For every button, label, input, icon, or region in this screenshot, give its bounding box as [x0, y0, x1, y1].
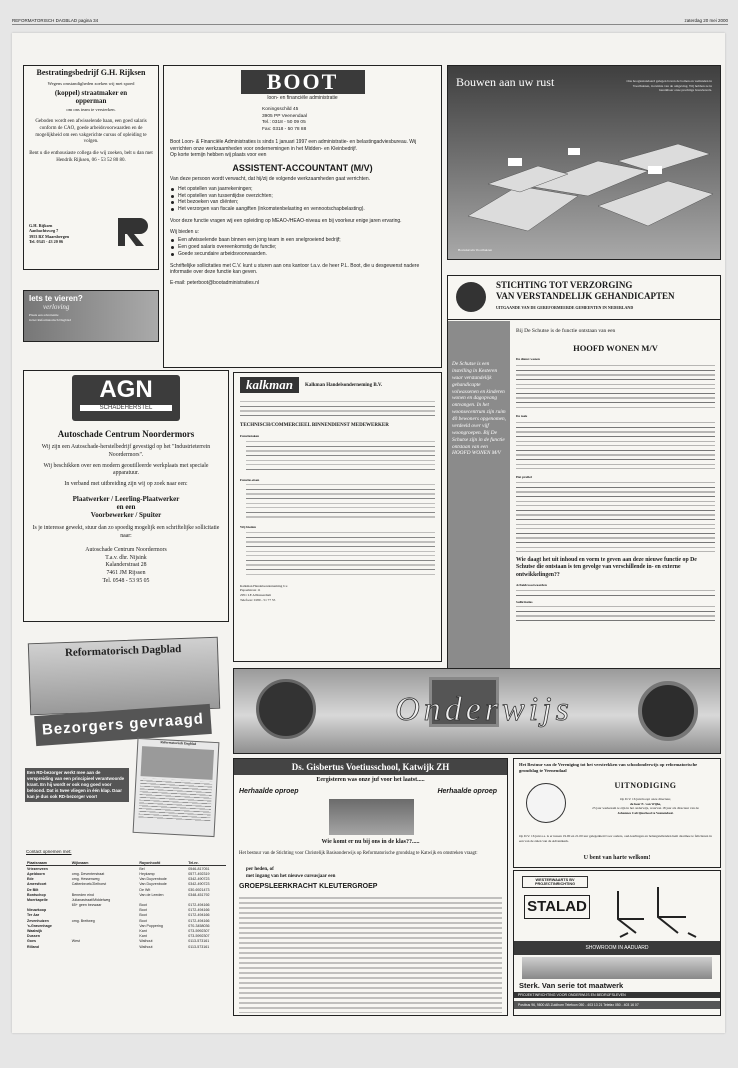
table-cell: omg. Hessenweg — [71, 877, 100, 882]
table-cell: 073-5992307 — [188, 934, 210, 939]
table-cell: Vriezenveen — [27, 866, 48, 871]
uitnodiging-details — [576, 797, 715, 815]
agn-job2: en een — [116, 503, 136, 512]
rd-text: Een RD-bezorger werkt mee aan de verspreiding van een principieel verantwoorde krant. En hij wordt er ook nog goed voor beloond. Dat is twee vliegen in één klap. Daar kan je dus ook RD-bezorger voor! — [25, 768, 129, 802]
rijksen-logo-icon — [112, 214, 152, 248]
task-item: Het verzorgen van fiscale aangiften (inkomstenbelasting en vennootschapbelasting). — [170, 206, 435, 213]
kalkman-sec2: Functie-eisen — [240, 477, 260, 482]
rijksen-title: Bestratingsbedrijf G.H. Rijksen — [36, 68, 146, 77]
onderwijs-disk-icon — [638, 681, 698, 741]
kalkman-job: TECHNISCH/COMMERCIEEL BINNENDIENST MEDEWERKER — [240, 423, 389, 428]
stalad-logo: STALAD — [524, 895, 590, 919]
addr-line: 3953 BZ Maarsbergen — [29, 233, 70, 239]
task-item: Het bezoeken van cliënten; — [170, 199, 435, 206]
table-cell: omg. Breitweg — [71, 918, 95, 923]
verloving-text: in het Reformatorisch Dagblad — [29, 317, 71, 322]
table-cell: 073-5992307 — [188, 929, 210, 934]
verloving-sub: verloving — [43, 303, 70, 311]
offer-item: Een goed salaris overeenkomstig de functie; — [170, 244, 435, 251]
contact-line: Papaalstraat 11 — [240, 588, 261, 593]
table-cell: Rilland — [27, 944, 39, 949]
onderwijs-title: Onderwijs — [395, 691, 573, 728]
table-cell: Zevenhuizen — [27, 918, 49, 923]
rust-text: Ons hoogtestandaard gelegen boven de bomen en weilanden in Voorthuizen, in ruimte van de omgeving. Wij hebben ze in bereikbaar onze prachtige bouwkavels. — [626, 79, 712, 93]
rust-plot-map — [448, 66, 721, 260]
rust-title: Bouwen aan uw rust — [456, 75, 555, 89]
table-cell: Boot — [139, 908, 147, 913]
kalkman-header — [240, 377, 435, 393]
boot-job-title: ASSISTENT-ACCOUNTANT (M/V) — [232, 163, 373, 174]
agn-logo — [72, 375, 180, 421]
stalad-slogan: Sterk. Van serie tot maatwerk — [519, 981, 624, 990]
addr-line: 3905 PP Veenendaal — [262, 113, 307, 119]
table-cell: 0342-490723 — [188, 877, 210, 882]
table-body — [26, 866, 226, 950]
table-cell — [71, 944, 139, 949]
table-cell: Boot — [139, 913, 147, 918]
column-header: Wijknaam — [71, 860, 139, 866]
table-cell: Van Duyvenbode — [139, 882, 167, 887]
schutse-body5 — [516, 604, 715, 622]
voetius-job: GROEPSLEERKRACHT KLEUTERGROEP — [239, 883, 378, 890]
schutse-sidebar — [448, 321, 510, 692]
task-item: Het opstellen van tussentijdse overzichten; — [170, 193, 435, 200]
rd-header-photo — [28, 637, 220, 716]
task-item: Het opstellen van jaarrekeningen; — [170, 186, 435, 193]
agn-title: Autoschade Centrum Noordermors — [57, 429, 195, 439]
uitnodiging-p3: Op D.V. 16 juni a.s. is er tussen 19.00 en 21.00 uur gelegenheid voor ouders, oud-leerlingen en belangstellenden hem daarmee te feliciteren in een van de zalen van de Adventkerk. — [519, 834, 712, 843]
ad-bouwen-rust — [447, 65, 721, 260]
column-header: Plaatsnaam — [26, 860, 71, 866]
stalad-showroom: SHOWROOM IN AADUARD — [514, 941, 720, 955]
rd-newspaper-masthead: Reformatorisch Dagblad — [160, 740, 197, 746]
schutse-main — [516, 328, 715, 622]
schutse-h5: Sollicitaties — [516, 599, 533, 604]
stalad-desk-photo — [522, 957, 712, 979]
voetius-oproep-left: Herhaalde oproep — [239, 788, 299, 795]
rust-caption: Bouwkavels Voorthuizen — [458, 248, 493, 253]
boot-lead: Van deze persoon wordt verwacht, dat hij/zij de volgende werkzaamheden gaat verrichten. — [170, 176, 371, 183]
ad-de-schutse — [447, 275, 721, 693]
boot-address — [262, 107, 435, 134]
agn-p2: Wij beschikken over een modern geoutilleerde werkplaats met speciale apparatuur. — [43, 462, 209, 477]
uitnodiging-head: Het Bestuur van de Vereniging tot het verstrekken van schoolonderwijs op reformatorische grondslag te Veenendaal — [519, 762, 698, 774]
agn-p4: Is je interesse gewekt, stuur dan zo spoedig mogelijk een schriftelijke sollicitatie naar: — [32, 525, 220, 539]
table-cell: Boot — [139, 918, 147, 923]
table-cell: Walhout — [139, 944, 153, 949]
page-header — [12, 18, 728, 25]
table-cell: 070-3458036 — [188, 923, 210, 928]
table-cell: 0342-490723 — [188, 882, 210, 887]
table-cell: Boot — [139, 903, 147, 908]
boot-intro2: Op korte termijn hebben wij plaats voor een — [170, 152, 267, 159]
onderwijs-banner — [233, 668, 721, 754]
column-header: Rayonhoofd — [138, 860, 187, 866]
schutse-body4 — [516, 588, 715, 598]
schutse-h4: Arbeidsvoorwaarden — [516, 582, 547, 587]
boot-apply: Schriftelijke sollicitaties met C.V. kunt u sturen aan ons kantoor t.a.v. de heer P.L. Boot, die u desgewenst nadere informatie over deze functie kan geven. — [170, 262, 420, 276]
rd-table — [26, 860, 226, 949]
ad-stalad — [513, 870, 721, 1016]
schutse-emblem-icon — [456, 282, 486, 312]
table-cell: Van Poppering — [139, 923, 163, 928]
table-cell: Ede — [27, 877, 34, 882]
addr-line: Aanbachtsweg 7 — [29, 228, 59, 234]
table-cell: 030-6921473 — [188, 887, 210, 892]
ad-kalkman — [233, 372, 442, 662]
table-cell: Nieuwkoop — [27, 908, 47, 913]
ad-agn — [23, 370, 229, 622]
table-cell: 0172-494166 — [188, 908, 210, 913]
voetius-need1: per heden, of — [246, 867, 274, 872]
agn-logo-text: AGN — [99, 376, 153, 403]
rd-logo: Reformatorisch Dagblad — [64, 642, 182, 660]
schutse-title2: VAN VERSTANDELIJK GEHANDICAPTEN — [496, 291, 675, 301]
table-cell: Kant — [139, 929, 147, 934]
schutse-h1: De dienst wonen — [516, 357, 540, 362]
schutse-job: HOOFD WONEN M/V — [573, 343, 658, 354]
rijksen-line2: om ons team te versterken. — [66, 106, 116, 112]
column-header: Tel.nr. — [187, 860, 226, 866]
voetius-oproep-right: Herhaalde oproep — [437, 788, 497, 795]
stalad-bar: PROJEKTINRICHTING VOOR ONDERWIJS EN BEDRIJFSLEVEN — [514, 992, 720, 998]
boot-sub: loon- en financiële administratie — [267, 95, 338, 101]
table-cell: 's-Gravenhage — [27, 923, 52, 928]
voetius-sub: Eergisteren was onze juf voor het laatst..... — [316, 777, 425, 783]
schutse-title1: STICHTING TOT VERZORGING — [496, 280, 633, 290]
agn-logo-sub: SCHADEHERSTEL — [80, 405, 172, 411]
uitnodiging-p2: 25 jaar werkzaam te zijn in het onderwijs, waarvan 18 jaar als directeur van de — [592, 806, 699, 811]
table-cell: Amersfoort — [27, 882, 47, 887]
table-cell: West — [71, 939, 80, 944]
uitnodiging-name: de heer E. van Wijhe, — [629, 801, 662, 806]
schutse-callout: Wie daagt het uit inhoud en vorm te geven aan deze nieuwe functie op De Schutse die ontstaan is ten gevolge van verschillende in- en externe ontwikkelingen?? — [516, 557, 697, 578]
table-cell: 0577-492319 — [188, 871, 210, 876]
boot-offer — [170, 237, 435, 257]
header-date: zaterdag 20 mei 2000 — [684, 18, 728, 23]
rijksen-line1: Wegens omstandigheden zoeken wij met spoed — [47, 80, 135, 86]
addr-line: Autoschade Centrum Noordermors — [85, 546, 167, 553]
boot-intro: Boot Loon- & Financiële Administraties is sinds 1 januari 1997 een administratie- en belastingadviesbureau. Wij verrichten onze werkzaamheden voor ondernemingen in het Midden- en Kleinbedrijf. — [170, 138, 417, 152]
schutse-sub: UITGAANDE VAN DE GEREFORMEERDE GEMEENTEN IN NEDERLAND — [496, 305, 634, 310]
addr-line: G.H. Rijksen — [29, 223, 53, 228]
table-cell: De Bilt — [27, 887, 39, 892]
rd-newspaper — [133, 738, 220, 837]
table-cell: 0348-451792 — [188, 892, 210, 897]
addr-line: Tel. 0548 - 53 95 05 — [102, 577, 150, 584]
boot-email[interactable]: E-mail: peterboot@bootadministraties.nl — [170, 280, 260, 287]
table-cell: Bel — [139, 866, 145, 871]
table-cell: 0172-494166 — [188, 903, 210, 908]
schutse-h2: De taak — [516, 414, 528, 419]
kalkman-body3 — [246, 530, 435, 578]
uitnodiging-p1: Op D.V. 16 juni hoopt onze directeur, — [620, 797, 671, 801]
voetius-body — [239, 895, 502, 1013]
table-cell: Van Duyvenbode — [139, 877, 167, 882]
onderwijs-computer-icon — [256, 679, 316, 739]
kalkman-intro — [240, 399, 435, 417]
table-cell: Bontschop — [27, 892, 46, 897]
rd-contact-label: Contact opnemen met: — [26, 849, 72, 854]
table-cell: Julianastraat/Middelweg — [71, 897, 111, 902]
kalkman-sec1: Functietaken — [240, 434, 260, 438]
table-cell: Walhout — [139, 939, 153, 944]
kalkman-name: Kalkman Handelsonderneming B.V. — [304, 382, 383, 388]
table-cell: Ter Aar — [27, 913, 40, 918]
addr-line: 7461 JM Rijssen — [106, 570, 146, 577]
kalkman-body1 — [246, 439, 435, 473]
table-cell: 0546-817051 — [188, 866, 210, 871]
table-row — [26, 944, 226, 949]
uitnodiging-emblem-icon — [526, 783, 566, 823]
addr-line: T.a.v. dhr. Nijsink — [105, 554, 147, 561]
addr-line: Koningsschild 45 — [262, 107, 299, 112]
schutse-intro: Bij De Schutse is de functie ontstaan van een — [516, 328, 616, 334]
boot-requirements: Voor deze functie vragen wij een opleiding op MEAO-/HEAO-niveau en bij voorkeur enige jaren ervaring. — [170, 217, 402, 224]
schutse-header — [448, 276, 720, 320]
ad-uitnodiging — [513, 758, 721, 868]
table-cell: Van de Leeden — [139, 892, 164, 897]
schutse-side-text: De Schutse is een instelling in Kesteren waar verstandelijk gehandicapte volwassenen en kinderen wonen en dagopvang ontvangen. In het woonsecentrum zijn ruim 40 bewoners opgenomen, verdeeld over vijf woongroepen. Bij De Schutse zijn in de functie ontstaan van een HOOFD WONEN M/V — [452, 361, 506, 457]
table-cell: Apeldoorn — [27, 871, 45, 876]
rijksen-address — [29, 223, 69, 245]
schutse-body2 — [516, 420, 715, 472]
kalkman-sec3: Wij bieden — [240, 525, 256, 530]
table-cell: 0172-494166 — [188, 913, 210, 918]
rd-contact-table — [23, 846, 229, 1016]
table-cell: Waalwijk — [27, 929, 43, 934]
stalad-chairs-icon — [598, 881, 716, 939]
voetius-need2: met ingang van het nieuwe cursusjaar een — [246, 874, 336, 879]
table-cell: 0172-494166 — [188, 918, 210, 923]
table-cell: Goes — [27, 939, 36, 944]
schutse-h3: Het profiel — [516, 474, 532, 479]
stalad-top — [522, 876, 588, 888]
schutse-body1 — [516, 363, 715, 411]
offer-item: Een afwisselende baan binnen een jong team in een snelgroeiend bedrijf; — [170, 237, 435, 244]
voetius-class-photo — [329, 799, 414, 835]
boot-logo: BOOT — [241, 70, 365, 94]
ad-verloving — [23, 290, 159, 342]
stalad-top1: WESTERWAARTS BV — [535, 878, 575, 882]
offer-item: Goede secundaire arbeidsvoorwaarden. — [170, 251, 435, 258]
uitnodiging-title: UITNODIGING — [614, 781, 677, 790]
ad-rd-bezorgers — [23, 628, 229, 841]
voetius-p1: Het bestuur van de Stichting voor Christelijk Basisonderwijs op Reformatorische grondslag te Katwijk en omstreken vraagt: — [239, 851, 478, 856]
stalad-address: Postbus 96, 9800 AB Zuidhorn Telefoon 050 - 403 13 21 Telefax 050 - 403 16 07 — [514, 1001, 720, 1009]
rijksen-body: Geboden wordt een afwisselende baan, een goed salaris conform de CAO, goede arbeidsvoorwaarden en de mogelijkheid om een vakgerichte cursus of opleiding te volgen. — [35, 119, 147, 145]
boot-offer-lead: Wij bieden u: — [170, 228, 199, 235]
table-cell: Heykamp — [139, 871, 155, 876]
kalkman-contact — [240, 584, 435, 602]
rd-banner: Bezorgers gevraagd — [34, 704, 212, 746]
agn-p3: In verband met uitbreiding zijn wij op zoek naar een: — [64, 481, 188, 488]
table-cell: Cattenbroek/Zielhorst — [71, 882, 107, 887]
kalkman-logo: kalkman — [240, 377, 299, 393]
verloving-title: Iets te vieren? — [29, 294, 83, 303]
header-left: REFORMATORISCH DAGBLAD pagina 34 — [12, 18, 99, 23]
stalad-top2: PROJECTINRICHTING — [534, 882, 576, 886]
ad-boot — [163, 65, 442, 368]
boot-tasks — [170, 186, 435, 213]
schutse-body3 — [516, 480, 715, 552]
table-cell: 65+ geen bezwaar — [71, 903, 102, 908]
table-cell: De Wit — [139, 887, 151, 892]
table-cell: omg. Deventerstraat — [71, 871, 105, 876]
contact-line: Kalkman Handelsonderneming b.v. — [240, 583, 288, 588]
ad-voetius — [233, 758, 508, 1016]
table-cell: Moerkapelle — [27, 897, 48, 902]
uitnodiging-school: Johannes Calvijnschool te Veenendaal. — [617, 810, 674, 815]
contact-line: Telefoon: 0180 - 51 77 55 — [240, 597, 276, 602]
voetius-title: Ds. Gisbertus Voetiusschool, Katwijk ZH — [234, 759, 507, 775]
agn-p1: Wij zijn een Autoschade-herstelbedrijf gevestigd op het "Industrieterrein Noordermors". — [41, 444, 211, 458]
addr-line: Fax: 0318 - 50 78 88 — [262, 127, 307, 133]
kalkman-body2 — [246, 482, 435, 520]
agn-job1: Plaatwerker / Leerling-Plaatwerker — [72, 495, 180, 504]
uitnodiging-welcome: U bent van harte welkom! — [583, 855, 651, 861]
agn-job3: Voorbewerker / Spuiter — [90, 511, 162, 520]
table-cell: 0113-573161 — [188, 944, 210, 949]
rijksen-role1: (koppel) straatmaker en — [54, 88, 128, 97]
voetius-question: Wie komt er nu bij ons in de klas??..... — [321, 839, 420, 845]
agn-address — [30, 547, 222, 586]
table-cell: 0113-573161 — [188, 939, 210, 944]
table-cell: Kant — [139, 934, 147, 939]
rd-newspaper-text — [138, 778, 212, 822]
verloving-text: Plaats een advertentie — [29, 313, 59, 317]
rd-newspaper-photo — [141, 746, 214, 780]
rijksen-body2: Bent u die enthousiaste collega die wij zoeken, belt u dan met Hendrik Rijksen, 06 - 53 52 80 80. — [29, 151, 153, 163]
table-cell: Beneden eind — [71, 892, 94, 897]
ad-rijksen — [23, 65, 159, 270]
addr-line: Tel. 0343 - 43 20 06 — [29, 239, 64, 245]
rijksen-role2: opperman — [75, 96, 107, 105]
table-cell: Dussen — [27, 934, 40, 939]
addr-line: Tel.: 0318 - 50 09 05 — [262, 120, 306, 126]
contact-line: 2951 LE Alblasserdam — [240, 592, 272, 597]
addr-line: Kalanderstraat 28 — [105, 562, 147, 569]
